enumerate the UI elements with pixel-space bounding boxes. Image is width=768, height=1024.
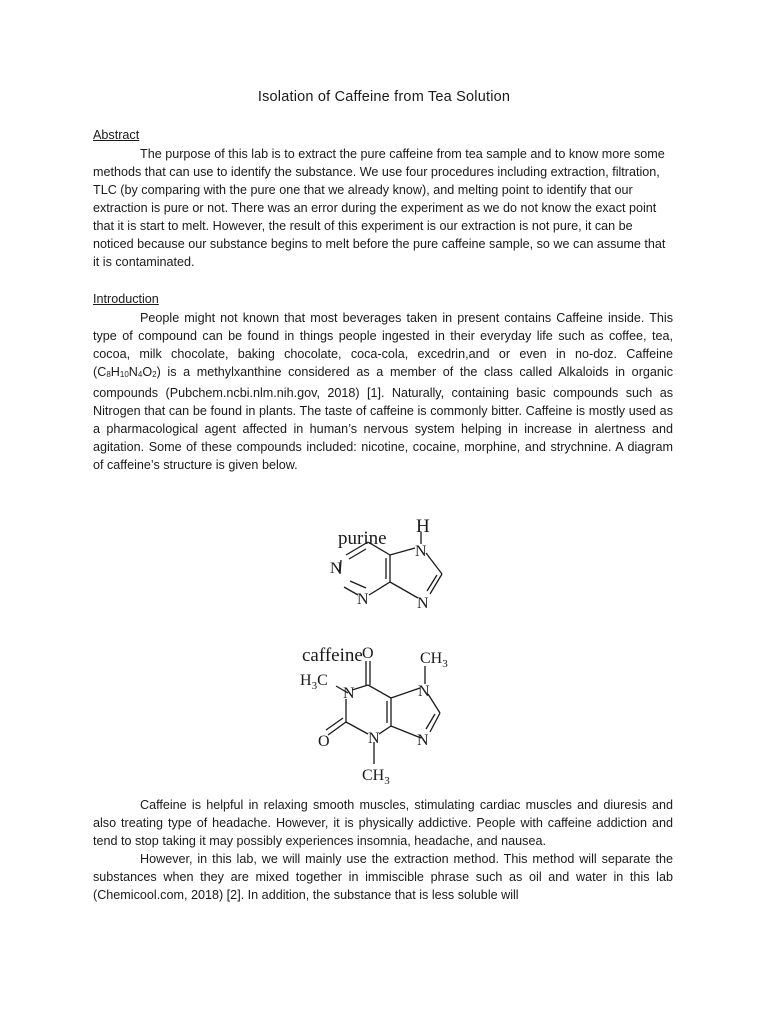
atom-n-caffeine-4: N xyxy=(417,732,429,749)
atom-n-purine-4: N xyxy=(417,595,429,612)
atom-h: H xyxy=(416,516,430,537)
abstract-section xyxy=(93,145,673,271)
atom-o-top: O xyxy=(362,645,374,662)
introduction-section xyxy=(93,309,673,474)
atom-n-caffeine-3: N xyxy=(368,730,380,747)
intro-text-b: ) is a methylxanthine considered as a member of the class called Alkaloids in organic compounds (Pubchem.ncbi.nlm.nih.gov, 2018) [1]. Naturally, containing basic compounds such as Nitrogen that can be found in plants. The taste of caffeine is commonly bitter. Caffeine is mostly used as a pharmacological agent affected in human’s nervous system helping in increase in alertness and agitation. Some of these compounds included: nicotine, cocaine, morphine, and strychnine. A diagram of caffeine’s structure is given below. xyxy=(93,365,673,472)
atom-n-caffeine-2: N xyxy=(343,685,355,702)
caffeine-label: caffeine xyxy=(302,645,363,666)
methyl-top: $CH_3$ xyxy=(420,650,448,670)
abstract-heading: Abstract xyxy=(93,128,140,142)
intro-text-a: People might not known that most beverages taken in present contains Caffeine inside. This type of compound can be found in things people ingested in their everyday life such as coffee, tea, cocoa, milk chocolate, baking chocolate, coca-cola, excedrin,and or even in no-doz. Caffeine ( xyxy=(93,311,673,379)
intro-paragraph-1 xyxy=(93,309,673,474)
atom-o-left: O xyxy=(318,733,330,750)
methyl-bottom: $CH_3$ xyxy=(362,767,390,787)
intro-paragraph-3: However, in this lab, we will mainly use the extraction method. This method will separate the substances when they are mixed together in immiscible phrase such as oil and water in this lab (Chemicool.com, 2018) [2]. In addition, the substance that is less soluble will xyxy=(93,852,673,902)
introduction-continued xyxy=(93,796,673,904)
atom-n-purine-1: N xyxy=(415,543,427,560)
methyl-left: $H_3C$ xyxy=(300,672,328,692)
atom-n-caffeine-1: N xyxy=(418,683,430,700)
atom-n-purine-2: N xyxy=(330,560,342,577)
abstract-paragraph: The purpose of this lab is to extract the pure caffeine from tea sample and to know more some methods that can use to identify the substance. We use four procedures including extraction, filtration, TLC (by comparing with the pure one that we already know), and melting point to identify that our extraction is pure or not. There was an error during the experiment as we do not know the exact point that it is start to melt. However, the result of this experiment is our extraction is not pure, it can be noticed because our substance begins to melt before the pure caffeine sample, so we can assume that it is contaminated. xyxy=(93,147,666,269)
caffeine-formula: $C_8H_{10}N_4O_2$ xyxy=(97,365,157,379)
purine-label: purine xyxy=(338,528,387,549)
atom-n-purine-3: N xyxy=(357,591,369,608)
document-title: Isolation of Caffeine from Tea Solution xyxy=(257,89,511,105)
introduction-heading: Introduction xyxy=(93,292,159,306)
intro-paragraph-2: Caffeine is helpful in relaxing smooth muscles, stimulating cardiac muscles and diuresis and also treating type of headache. However, it is physically addictive. People with caffeine addiction and tend to stop taking it may possibly experiences insomnia, headache, and nausea. xyxy=(93,798,673,848)
caffeine-structure-diagram xyxy=(280,508,500,790)
